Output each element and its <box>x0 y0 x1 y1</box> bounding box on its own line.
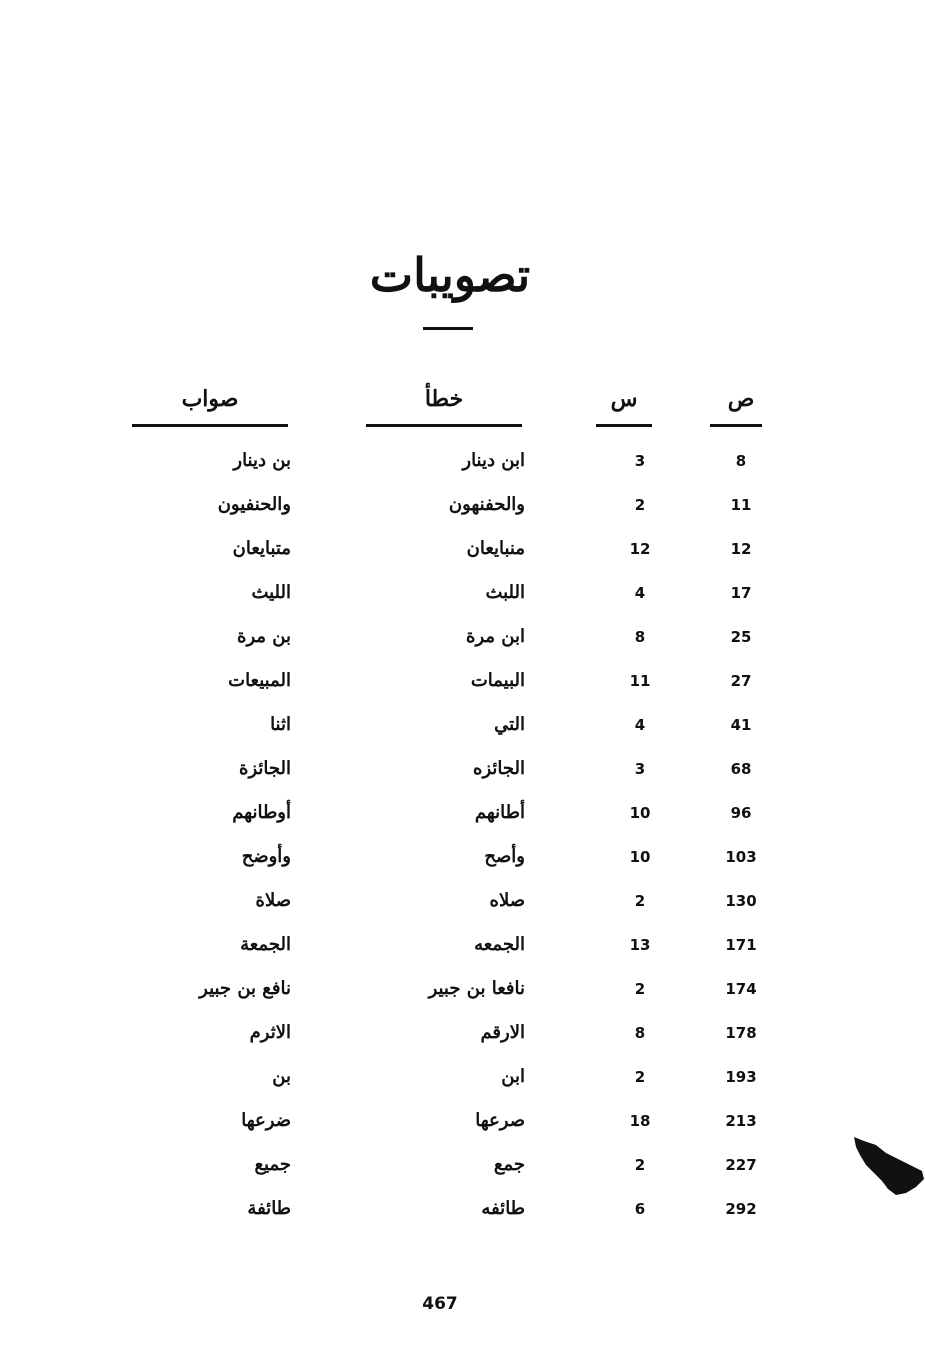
page-number: 8 <box>735 452 747 470</box>
table-row <box>0 880 925 924</box>
correct-text: الاثرم <box>249 1022 291 1043</box>
line-number: 2 <box>634 892 646 910</box>
wrong-text: طائفه <box>481 1198 525 1219</box>
page-number: 68 <box>730 760 752 778</box>
line-number: 2 <box>634 1068 646 1086</box>
rule-line <box>596 424 652 427</box>
table-row <box>0 572 925 616</box>
correct-text: بن مرة <box>237 626 291 647</box>
header-wrong: خطأ <box>424 386 464 412</box>
wrong-text: منبايعان <box>466 538 525 559</box>
correct-text: المبيعات <box>228 670 291 691</box>
wrong-text: الجمعه <box>474 934 525 955</box>
wrong-text: صلاه <box>489 890 525 911</box>
ink-blot <box>852 1135 925 1197</box>
header-right: صواب <box>181 386 239 412</box>
page-number: 178 <box>725 1024 757 1042</box>
line-number: 4 <box>634 716 646 734</box>
correct-text: وأوضح <box>241 846 291 867</box>
line-number: 2 <box>634 980 646 998</box>
line-number: 11 <box>629 672 651 690</box>
page-number: 41 <box>730 716 752 734</box>
line-number: 3 <box>634 760 646 778</box>
title-underline <box>423 327 473 330</box>
table-row <box>0 792 925 836</box>
rule-wrong <box>366 424 522 427</box>
table-row <box>0 660 925 704</box>
line-number: 12 <box>629 540 651 558</box>
table-row <box>0 968 925 1012</box>
table-row <box>0 1012 925 1056</box>
table-row <box>0 440 925 484</box>
wrong-text: ابن دينار <box>462 450 525 471</box>
page-number: 12 <box>730 540 752 558</box>
table-row <box>0 484 925 528</box>
wrong-text: ابن مرة <box>466 626 525 647</box>
line-number: 8 <box>634 1024 646 1042</box>
page-number: 193 <box>725 1068 757 1086</box>
line-number: 3 <box>634 452 646 470</box>
correct-text: الجمعة <box>240 934 291 955</box>
correct-text: اثنا <box>270 714 291 735</box>
wrong-text: الارقم <box>480 1022 525 1043</box>
table-row <box>0 836 925 880</box>
line-number: 10 <box>629 848 651 866</box>
page-number: 27 <box>730 672 752 690</box>
correct-text: بن دينار <box>233 450 291 471</box>
line-number: 6 <box>634 1200 646 1218</box>
wrong-text: اللبث <box>485 582 525 603</box>
wrong-text: وأصح <box>484 846 525 867</box>
wrong-text: أطانهم <box>474 802 525 823</box>
table-row <box>0 1100 925 1144</box>
correct-text: طائفة <box>247 1198 291 1219</box>
page-number: 25 <box>730 628 752 646</box>
rule-right <box>132 424 288 427</box>
table-row <box>0 1056 925 1100</box>
table-row <box>0 924 925 968</box>
page-number: 213 <box>725 1112 757 1130</box>
page-title: تصويبات <box>369 248 531 302</box>
table-row <box>0 1144 925 1188</box>
wrong-text: ابن <box>501 1066 525 1087</box>
page-number: 227 <box>725 1156 757 1174</box>
page-number: 103 <box>725 848 757 866</box>
line-number: 8 <box>634 628 646 646</box>
line-number: 4 <box>634 584 646 602</box>
correct-text: ضرعها <box>241 1110 291 1131</box>
page-folio-number: 467 <box>422 1294 458 1314</box>
table-row <box>0 616 925 660</box>
errata-table <box>0 440 925 1232</box>
correct-text: نافع بن جبير <box>199 978 291 999</box>
wrong-text: البيمات <box>470 670 525 691</box>
page-number: 11 <box>730 496 752 514</box>
correct-text: صلاة <box>255 890 291 911</box>
table-row <box>0 1188 925 1232</box>
correct-text: الليث <box>251 582 291 603</box>
correct-text: الجائزة <box>239 758 291 779</box>
line-number: 10 <box>629 804 651 822</box>
wrong-text: صرعها <box>475 1110 525 1131</box>
table-row <box>0 748 925 792</box>
correct-text: بن <box>272 1066 291 1087</box>
wrong-text: جمع <box>493 1154 525 1175</box>
rule-page <box>710 424 762 427</box>
correct-text: والحنفيون <box>217 494 291 515</box>
page-number: 96 <box>730 804 752 822</box>
correct-text: أوطانهم <box>232 802 291 823</box>
line-number: 2 <box>634 1156 646 1174</box>
wrong-text: نافعا بن جبير <box>428 978 525 999</box>
line-number: 13 <box>629 936 651 954</box>
page-number: 174 <box>725 980 757 998</box>
correct-text: متبايعان <box>232 538 291 559</box>
header-line: س <box>610 386 638 412</box>
header-page: ص <box>727 386 755 412</box>
table-row <box>0 528 925 572</box>
line-number: 2 <box>634 496 646 514</box>
wrong-text: والحفنهون <box>448 494 525 515</box>
line-number: 18 <box>629 1112 651 1130</box>
wrong-text: الجائزه <box>473 758 525 779</box>
page-number: 292 <box>725 1200 757 1218</box>
page-number: 17 <box>730 584 752 602</box>
wrong-text: التي <box>494 714 525 735</box>
table-row <box>0 704 925 748</box>
correct-text: جميع <box>254 1154 291 1175</box>
page-number: 171 <box>725 936 757 954</box>
page-number: 130 <box>725 892 757 910</box>
